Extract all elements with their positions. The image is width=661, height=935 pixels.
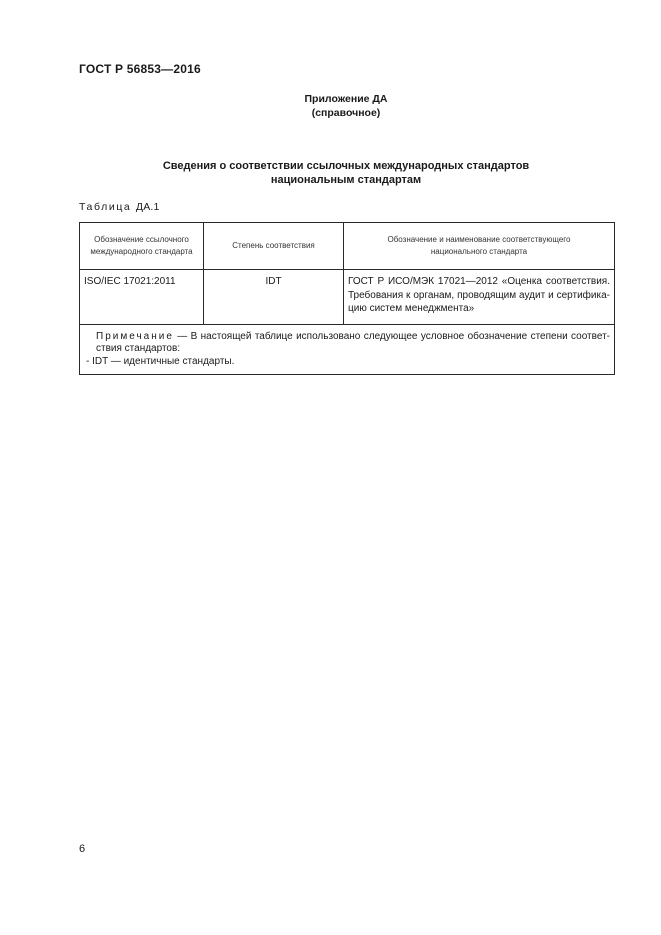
national-standard-text: ГОСТ Р ИСО/МЭК 17021—2012 «Оценка соответствия. Требования к органам, проводящим аудит и сертификацию систем менеджмента» [348, 276, 610, 314]
header-international-standard-text: Обозначение ссылочного международного стандарта [90, 235, 193, 256]
annex-title: Приложение ДА [304, 93, 388, 105]
note-label: Примечание [96, 330, 174, 342]
header-degree [204, 223, 344, 270]
standards-correspondence-table [79, 222, 615, 375]
header-degree-text: Степень соответствия [232, 241, 315, 250]
document-code: ГОСТ Р 56853—2016 [79, 62, 201, 76]
table-note-row [80, 324, 615, 375]
note-text: — В настоящей таблице использовано следующее условное обозначение степени соответствия стандартов: [96, 330, 610, 354]
section-title-line-1: Сведения о соответствии ссылочных международных стандартов [162, 160, 530, 172]
degree-value: IDT [265, 276, 282, 287]
table-row [80, 270, 615, 325]
header-national-standard-text: Обозначение и наименование соответствующего национального стандарта [387, 235, 571, 256]
header-international-standard [80, 223, 204, 270]
section-title-line-2: национальным стандартам [270, 174, 422, 186]
table-note [80, 325, 614, 375]
international-standard-code: ISO/IEC 17021:2011 [84, 276, 176, 287]
cell-international-standard [80, 270, 204, 325]
table-header-row [80, 223, 615, 270]
note-item: - IDT — идентичные стандарты. [86, 355, 235, 367]
section-title [79, 159, 613, 187]
cell-degree [204, 270, 344, 325]
annex-subtitle: (справочное) [311, 107, 381, 119]
page-number: 6 [79, 843, 86, 855]
annex-heading [79, 92, 613, 120]
note-paragraph [84, 331, 610, 356]
cell-national-standard [344, 270, 615, 325]
table-note-cell [80, 324, 615, 375]
table-caption [79, 201, 160, 213]
table-caption-number: ДА.1 [135, 201, 160, 213]
header-national-standard [344, 223, 615, 270]
table-caption-word: Таблица [79, 201, 132, 213]
